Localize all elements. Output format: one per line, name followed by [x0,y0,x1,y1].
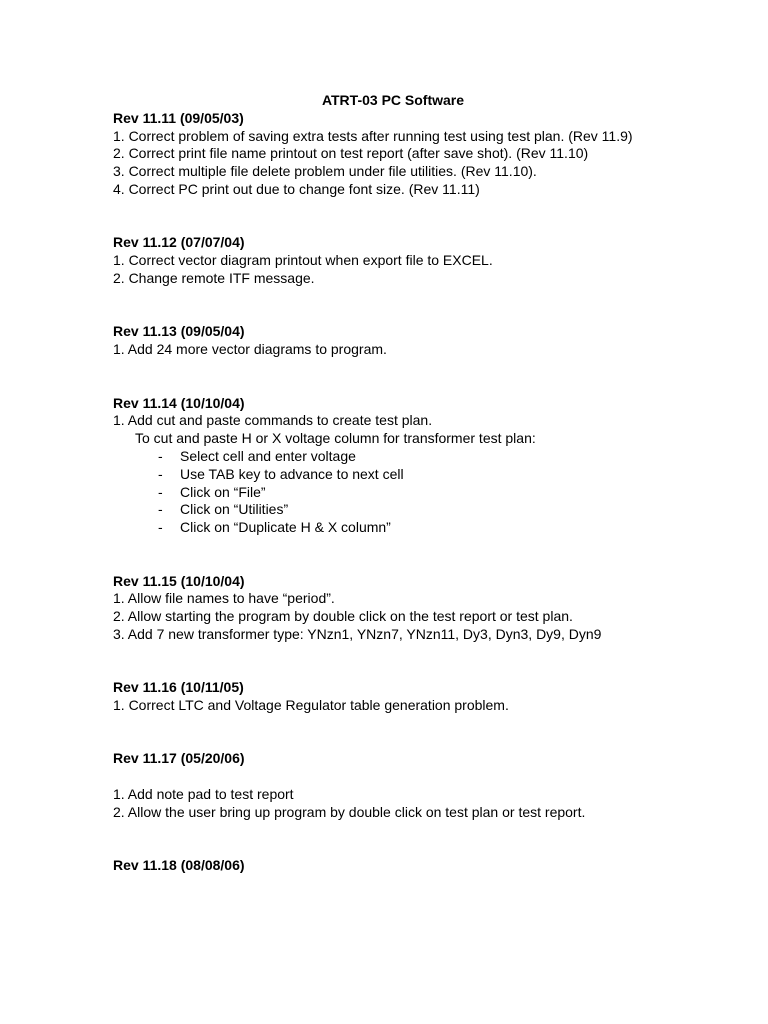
revision-item: 1. Add note pad to test report [113,786,294,803]
revision-heading: Rev 11.13 (09/05/04) [113,323,245,340]
revision-item: 2. Allow the user bring up program by double click on test plan or test report. [113,803,586,820]
revision-section [113,110,673,199]
instruction-step [113,519,673,537]
step-marker: - [158,465,163,482]
revision-section [113,573,673,644]
step-marker: - [158,447,163,464]
section-spacer [113,822,673,858]
step-text: Use TAB key to advance to next cell [180,465,404,482]
revision-item: 1. Add 24 more vector diagrams to program. [113,341,387,358]
instruction-step [113,484,673,502]
revision-section [113,679,673,715]
section-spacer [113,644,673,680]
step-marker: - [158,501,163,518]
revision-item: 3. Correct multiple file delete problem under file utilities. (Rev 11.10). [113,163,537,180]
step-text: Click on “Duplicate H & X column” [180,519,391,536]
revision-section [113,857,673,875]
step-text: Click on “Utilities” [180,501,289,518]
revision-item: 1. Correct vector diagram printout when export file to EXCEL. [113,252,493,269]
revision-heading: Rev 11.11 (09/05/03) [113,109,244,126]
revision-item: 1. Correct LTC and Voltage Regulator table generation problem. [113,697,509,714]
revision-heading: Rev 11.16 (10/11/05) [113,679,244,696]
step-text: Select cell and enter voltage [180,447,356,464]
line-spacer [113,768,673,786]
section-spacer [113,537,673,573]
revision-item: 1. Correct problem of saving extra tests after running test using test plan. (Rev 11.9) [113,127,633,144]
revision-item: 4. Correct PC print out due to change font size. (Rev 11.11) [113,180,480,197]
section-spacer [113,715,673,751]
revision-heading: Rev 11.15 (10/10/04) [113,572,245,589]
revision-item: 2. Correct print file name printout on test report (after save shot). (Rev 11.10) [113,145,589,162]
instruction-steps [113,448,673,537]
step-marker: - [158,519,163,536]
instruction-note: To cut and paste H or X voltage column for transformer test plan: [135,430,536,447]
document-title: ATRT-03 PC Software [321,92,465,108]
revision-item: 1. Add cut and paste commands to create test plan. [113,412,433,429]
revision-section [113,323,673,359]
revision-heading: Rev 11.14 (10/10/04) [113,394,245,411]
revision-item: 3. Add 7 new transformer type: YNzn1, YNzn7, YNzn11, Dy3, Dyn3, Dy9, Dyn9 [113,625,602,642]
revision-heading: Rev 11.18 (08/08/06) [113,857,245,874]
instruction-step [113,466,673,484]
revision-section [113,750,673,821]
revision-heading: Rev 11.12 (07/07/04) [113,234,245,251]
revision-section [113,234,673,287]
section-spacer [113,359,673,395]
document-page [113,92,673,875]
step-text: Click on “File” [180,483,266,500]
instruction-step [113,501,673,519]
revision-section [113,395,673,537]
revision-heading: Rev 11.17 (05/20/06) [113,750,245,767]
revision-item: 1. Allow file names to have “period”. [113,590,335,607]
section-spacer [113,288,673,324]
instruction-step [113,448,673,466]
step-marker: - [158,483,163,500]
revision-item: 2. Change remote ITF message. [113,269,315,286]
revision-item: 2. Allow starting the program by double click on the test report or test plan. [113,608,573,625]
section-spacer [113,199,673,235]
